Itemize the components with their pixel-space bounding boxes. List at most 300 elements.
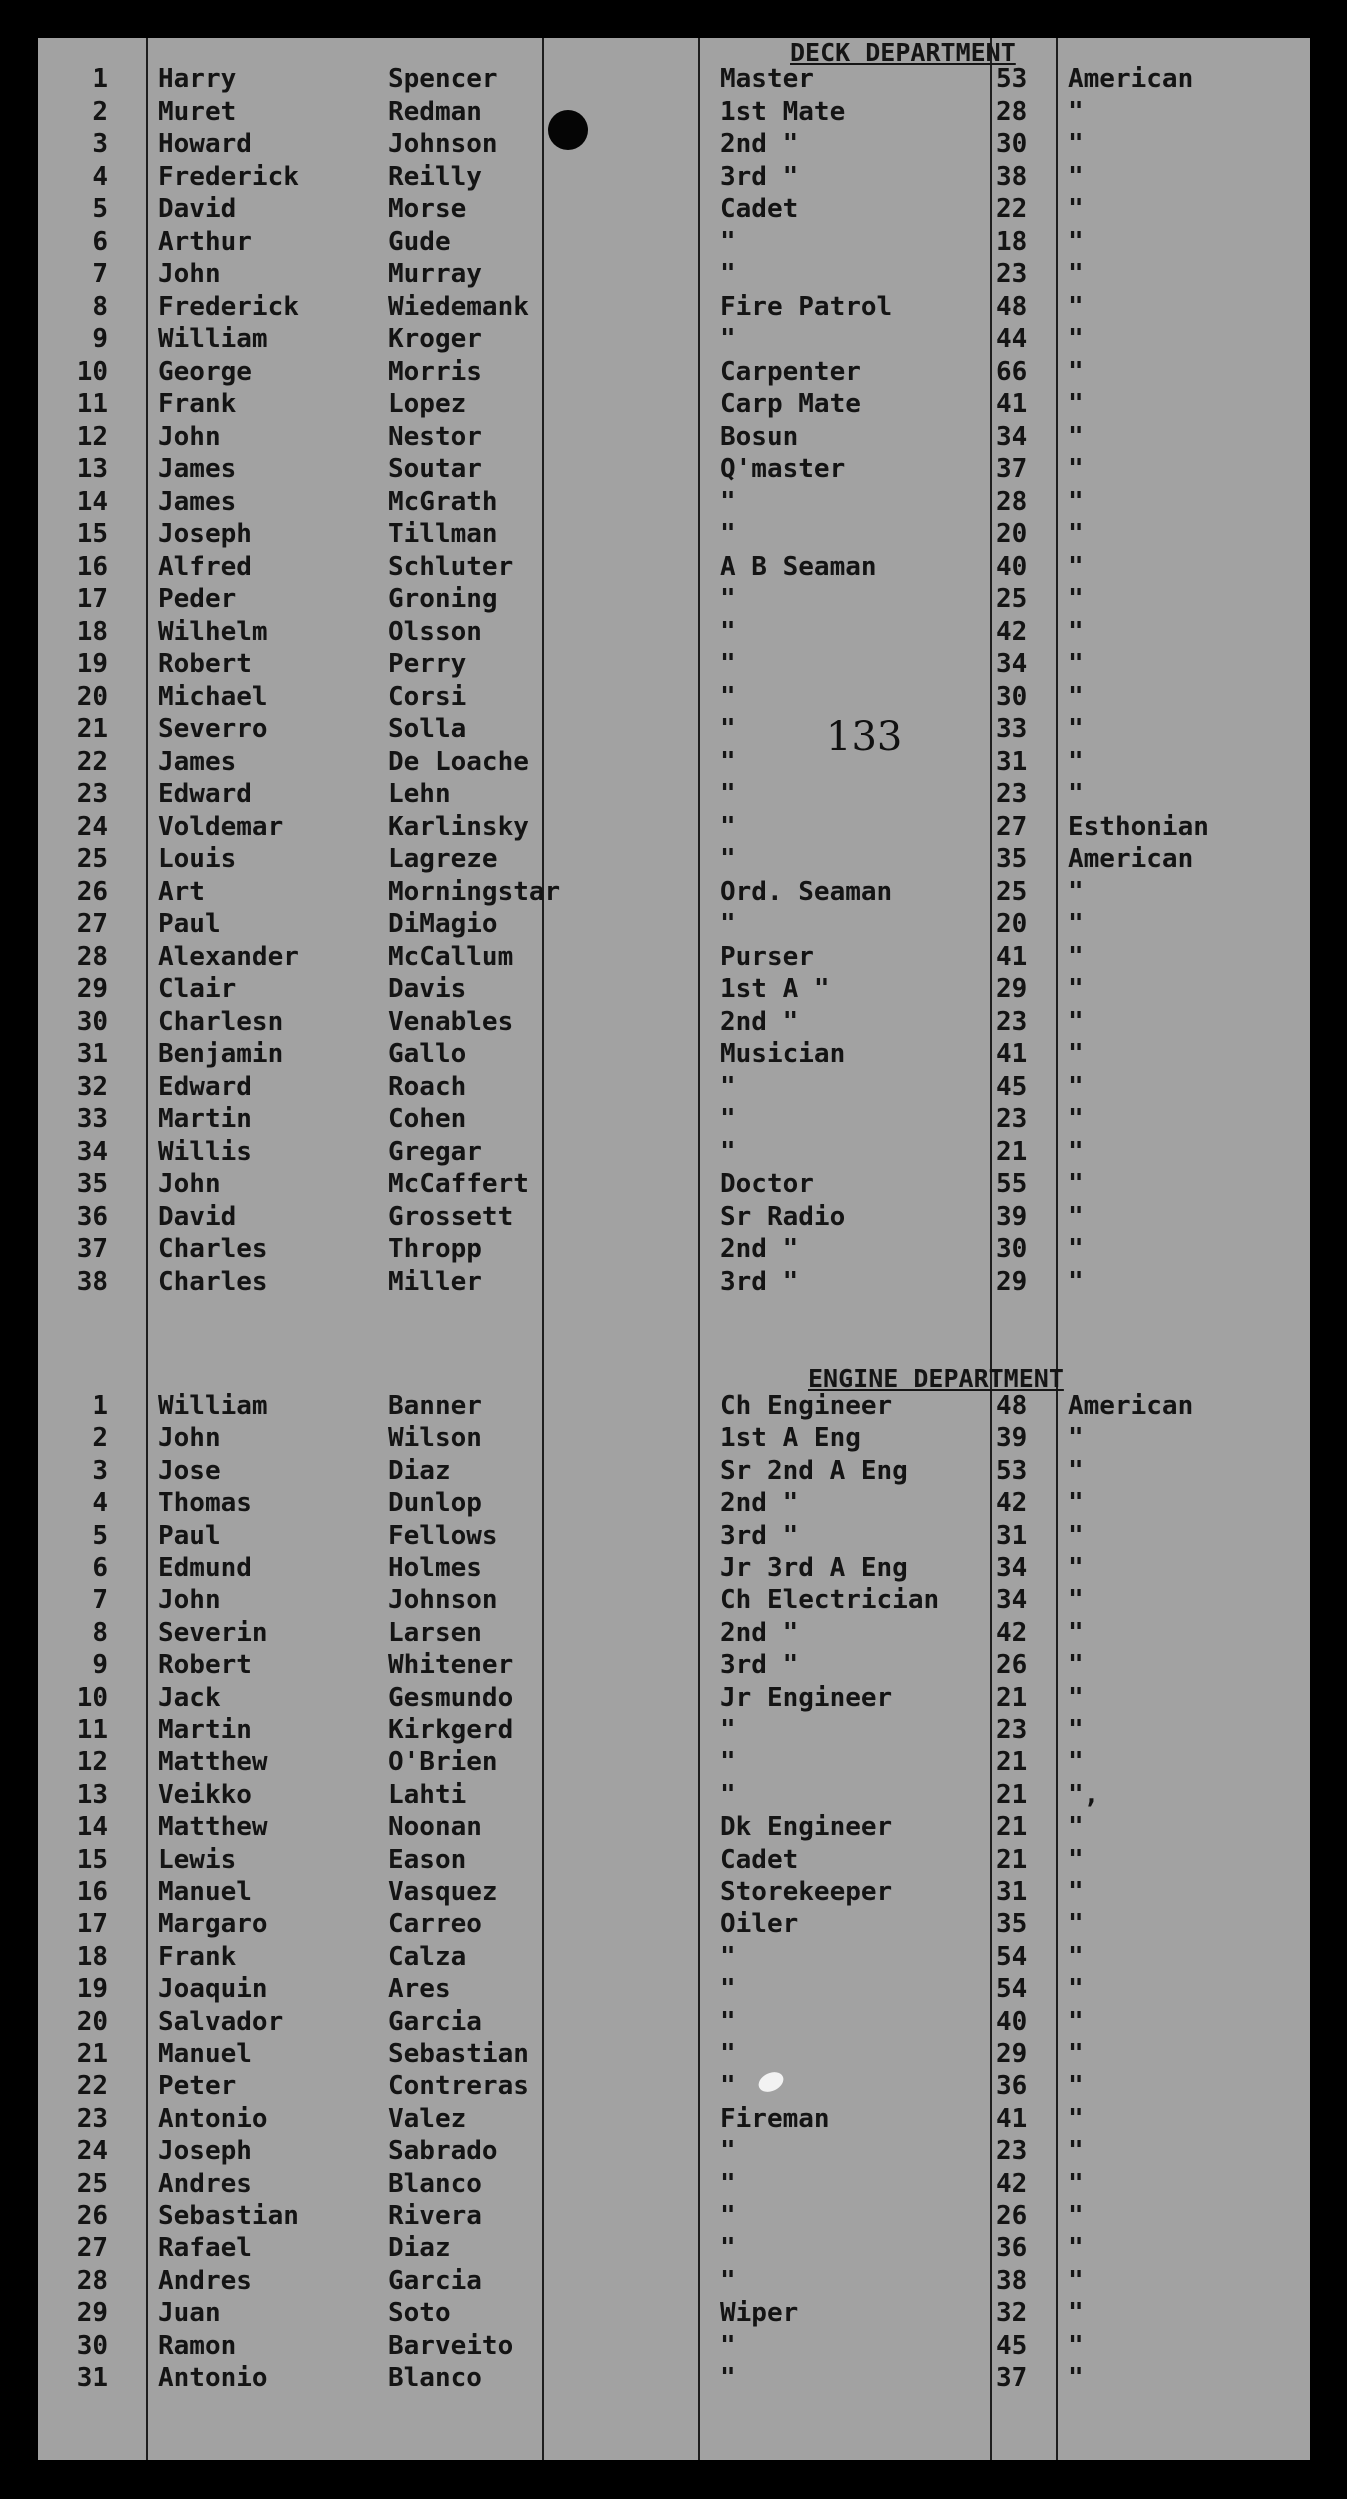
crew-rank: " [720,2363,736,2393]
crew-last: Reilly [388,161,482,192]
crew-age: 36 [996,2233,1028,2264]
crew-last: Noonan [388,1812,482,1843]
crew-no: 8 [92,291,108,322]
crew-row [38,1168,1310,1200]
crew-row [38,583,1310,615]
crew-no: 20 [76,2006,108,2037]
crew-age: 21 [996,1812,1028,1843]
crew-age: 20 [996,519,1028,549]
crew-row [38,2362,1310,2394]
crew-no: 5 [92,1520,108,1551]
crew-row [38,2168,1310,2200]
crew-age: 66 [996,356,1028,387]
crew-row [38,1201,1310,1233]
crew-last: McGrath [388,486,498,517]
crew-row [38,291,1310,323]
crew-no: 22 [76,2071,108,2102]
crew-row [38,1844,1310,1876]
crew-row [38,1038,1310,1070]
crew-first: Charlesn [158,1006,284,1037]
crew-first: Jose [158,1455,221,1486]
crew-first: Joseph [158,2136,252,2167]
crew-last: Groning [388,584,498,614]
crew-age: 21 [996,1747,1028,1778]
crew-age: 41 [996,1039,1028,1069]
crew-age: 34 [996,1585,1028,1616]
crew-last: Olsson [388,616,482,647]
crew-last: Spencer [388,64,498,94]
crew-first: David [158,1201,237,1232]
crew-rank: " [720,1136,736,1167]
crew-first: Ramon [158,2330,237,2361]
crew-age: 23 [996,1715,1028,1745]
crew-last: Lahti [388,1779,467,1810]
crew-row [38,421,1310,453]
crew-nat: " [1068,649,1084,679]
crew-age: 53 [996,1455,1028,1486]
crew-row [38,1779,1310,1811]
crew-first: Frederick [158,291,299,322]
crew-nat: " [1068,2168,1084,2199]
crew-first: Art [158,876,205,907]
crew-first: George [158,356,252,387]
crew-rank: " [720,681,736,712]
crew-no: 38 [76,1266,108,1297]
crew-first: Martin [158,1104,252,1134]
crew-row [38,2006,1310,2038]
crew-row [38,1941,1310,1973]
crew-last: Morse [388,194,467,224]
crew-row [38,128,1310,160]
crew-last: Soto [388,2298,451,2329]
crew-age: 45 [996,1071,1028,1102]
crew-no: 19 [76,1974,108,2005]
crew-row [38,713,1310,745]
crew-age: 32 [996,2298,1028,2329]
crew-first: John [158,259,221,289]
crew-row [38,1973,1310,2005]
crew-age: 38 [996,2265,1028,2296]
crew-age: 28 [996,96,1028,127]
crew-nat: " [1068,584,1084,614]
crew-rank: Dk Engineer [720,1812,893,1843]
crew-nat: " [1068,1747,1084,1778]
crew-rank: " [720,2265,736,2296]
crew-row [38,1682,1310,1714]
crew-nat: " [1068,1104,1084,1134]
crew-no: 26 [76,876,108,907]
crew-nat: " [1068,2298,1084,2329]
crew-rank: " [720,714,736,744]
crew-last: Garcia [388,2265,482,2296]
crew-nat: " [1068,1266,1084,1297]
crew-nat: " [1068,1136,1084,1167]
crew-no: 6 [92,1553,108,1583]
crew-first: Juan [158,2298,221,2329]
crew-rank: " [720,259,736,289]
crew-last: Gregar [388,1136,482,1167]
crew-last: Holmes [388,1553,482,1583]
crew-row [38,1233,1310,1265]
crew-nat: " [1068,2363,1084,2393]
crew-no: 2 [92,1423,108,1454]
crew-age: 40 [996,551,1028,582]
crew-age: 30 [996,681,1028,712]
crew-age: 41 [996,389,1028,419]
crew-nat: American [1068,844,1194,874]
crew-row [38,648,1310,680]
crew-age: 26 [996,2201,1028,2231]
crew-row [38,1422,1310,1454]
crew-age: 30 [996,1234,1028,1264]
crew-row [38,681,1310,713]
crew-rank: 3rd " [720,1650,799,1681]
crew-rank: " [720,1747,736,1778]
crew-row [38,941,1310,973]
crew-first: Howard [158,129,252,159]
crew-row [38,1390,1310,1422]
crew-rank: 2nd " [720,1617,799,1648]
crew-nat: " [1068,1071,1084,1102]
crew-no: 15 [76,519,108,549]
crew-rank: " [720,519,736,549]
crew-rank: 2nd " [720,1488,799,1519]
crew-row [38,453,1310,485]
crew-nat: " [1068,1423,1084,1454]
crew-nat: " [1068,2201,1084,2231]
crew-rank: Carpenter [720,356,861,387]
crew-age: 44 [996,324,1028,354]
crew-nat: " [1068,876,1084,907]
crew-row [38,1876,1310,1908]
crew-nat: " [1068,421,1084,452]
crew-row [38,2038,1310,2070]
crew-nat: " [1068,779,1084,809]
crew-nat: " [1068,2039,1084,2069]
crew-first: William [158,1391,268,1421]
crew-nat: " [1068,194,1084,224]
crew-row [38,1071,1310,1103]
crew-no: 31 [76,1039,108,1069]
crew-last: Morris [388,356,482,387]
crew-nat: American [1068,1391,1194,1421]
crew-first: Arthur [158,226,252,257]
crew-rank: Q'master [720,454,846,484]
crew-last: Schluter [388,551,514,582]
crew-rank: Ch Engineer [720,1391,893,1421]
crew-row [38,876,1310,908]
crew-row [38,1584,1310,1616]
crew-row [38,2265,1310,2297]
crew-nat: " [1068,1585,1084,1616]
crew-rank: " [720,2201,736,2231]
crew-age: 23 [996,2136,1028,2167]
crew-age: 34 [996,421,1028,452]
crew-age: 26 [996,1650,1028,1681]
crew-rank: Carp Mate [720,389,861,419]
crew-age: 35 [996,844,1028,874]
crew-last: Larsen [388,1617,482,1648]
crew-rank: " [720,909,736,939]
crew-first: Joseph [158,519,252,549]
crew-first: Paul [158,1520,221,1551]
crew-last: Vasquez [388,1877,498,1907]
crew-age: 37 [996,454,1028,484]
crew-row [38,1714,1310,1746]
crew-first: John [158,421,221,452]
crew-age: 42 [996,616,1028,647]
crew-last: McCallum [388,941,514,972]
crew-rank: A B Seaman [720,551,877,582]
crew-no: 13 [76,1779,108,1810]
crew-first: Peter [158,2071,237,2102]
crew-first: Muret [158,96,237,127]
crew-no: 36 [76,1201,108,1232]
crew-first: Alexander [158,941,299,972]
crew-nat: " [1068,2233,1084,2264]
crew-last: Valez [388,2103,467,2134]
crew-nat: " [1068,746,1084,777]
crew-rank: " [720,844,736,874]
crew-row [38,1811,1310,1843]
crew-no: 17 [76,584,108,614]
crew-no: 3 [92,129,108,159]
crew-rank: Purser [720,941,814,972]
crew-row [38,486,1310,518]
crew-first: Clair [158,974,237,1004]
crew-nat: " [1068,2330,1084,2361]
crew-nat: " [1068,1941,1084,1972]
crew-no: 35 [76,1169,108,1199]
crew-age: 41 [996,2103,1028,2134]
crew-first: Benjamin [158,1039,284,1069]
crew-first: James [158,454,237,484]
crew-nat: American [1068,64,1194,94]
crew-no: 13 [76,454,108,484]
crew-no: 25 [76,2168,108,2199]
crew-age: 22 [996,194,1028,224]
crew-last: Eason [388,1844,467,1875]
crew-first: Martin [158,1715,252,1745]
crew-rank: " [720,324,736,354]
crew-rank: 2nd " [720,129,799,159]
crew-age: 29 [996,1266,1028,1297]
crew-rank: Master [720,64,814,94]
crew-nat: " [1068,941,1084,972]
crew-first: Jack [158,1682,221,1713]
crew-rank: " [720,2233,736,2264]
crew-last: Diaz [388,1455,451,1486]
crew-no: 28 [76,941,108,972]
crew-age: 54 [996,1941,1028,1972]
crew-rank: Bosun [720,421,799,452]
crew-rank: " [720,779,736,809]
crew-last: Blanco [388,2168,482,2199]
crew-rank: " [720,811,736,842]
crew-no: 24 [76,811,108,842]
crew-rank: 1st A " [720,974,830,1004]
crew-last: Cohen [388,1104,467,1134]
crew-rank: 3rd " [720,161,799,192]
crew-rank: " [720,1974,736,2005]
crew-last: Grossett [388,1201,514,1232]
crew-age: 21 [996,1682,1028,1713]
crew-rank: 2nd " [720,1006,799,1037]
crew-nat: " [1068,1617,1084,1648]
crew-first: Wilhelm [158,616,268,647]
crew-nat: " [1068,974,1084,1004]
crew-first: Andres [158,2265,252,2296]
crew-first: Michael [158,681,268,712]
crew-no: 1 [92,64,108,94]
crew-no: 29 [76,974,108,1004]
crew-no: 33 [76,1104,108,1134]
crew-last: Tillman [388,519,498,549]
crew-last: Soutar [388,454,482,484]
crew-no: 27 [76,909,108,939]
crew-last: Ares [388,1974,451,2005]
crew-no: 22 [76,746,108,777]
crew-row [38,193,1310,225]
crew-age: 21 [996,1779,1028,1810]
crew-no: 7 [92,259,108,289]
crew-first: Matthew [158,1812,268,1843]
crew-nat: " [1068,1909,1084,1940]
crew-rank: Ord. Seaman [720,876,893,907]
crew-nat: " [1068,909,1084,939]
crew-no: 23 [76,2103,108,2134]
crew-last: Solla [388,714,467,744]
crew-last: Morningstar [388,876,561,907]
crew-nat: " [1068,486,1084,517]
crew-first: John [158,1585,221,1616]
crew-rank: Fireman [720,2103,830,2134]
crew-rank: Sr Radio [720,1201,846,1232]
crew-first: Edward [158,779,252,809]
crew-no: 28 [76,2265,108,2296]
crew-first: Harry [158,64,237,94]
crew-first: Edmund [158,1553,252,1583]
crew-row [38,1746,1310,1778]
crew-row [38,356,1310,388]
crew-nat: " [1068,96,1084,127]
crew-age: 23 [996,1104,1028,1134]
crew-rank: Wiper [720,2298,799,2329]
crew-row [38,1006,1310,1038]
crew-row [38,63,1310,95]
crew-age: 25 [996,876,1028,907]
crew-age: 36 [996,2071,1028,2102]
crew-row [38,96,1310,128]
crew-nat: " [1068,1201,1084,1232]
crew-nat: " [1068,2071,1084,2102]
crew-last: Calza [388,1941,467,1972]
crew-last: Johnson [388,129,498,159]
manifest-sheet [38,38,1310,2460]
crew-nat: " [1068,324,1084,354]
crew-last: Barveito [388,2330,514,2361]
crew-row [38,2330,1310,2362]
crew-no: 16 [76,1877,108,1907]
crew-last: Contreras [388,2071,529,2102]
crew-rank: " [720,2168,736,2199]
crew-nat: " [1068,1455,1084,1486]
crew-last: Murray [388,259,482,289]
crew-first: Willis [158,1136,252,1167]
crew-no: 27 [76,2233,108,2264]
crew-rank: " [720,1071,736,1102]
crew-first: Frank [158,1941,237,1972]
crew-rank: " [720,2006,736,2037]
crew-no: 18 [76,616,108,647]
crew-no: 7 [92,1585,108,1616]
crew-last: Lehn [388,779,451,809]
crew-nat: " [1068,1682,1084,1713]
crew-first: Peder [158,584,237,614]
page-number: 133 [826,714,903,760]
crew-nat: " [1068,616,1084,647]
crew-age: 42 [996,2168,1028,2199]
crew-last: De Loache [388,746,529,777]
crew-no: 19 [76,649,108,679]
crew-age: 40 [996,2006,1028,2037]
crew-rank: Storekeeper [720,1877,893,1907]
crew-rank: Ch Electrician [720,1585,940,1616]
crew-nat: " [1068,1844,1084,1875]
crew-nat: " [1068,1553,1084,1583]
crew-row [38,1136,1310,1168]
crew-age: 21 [996,1844,1028,1875]
crew-first: Frank [158,389,237,419]
crew-no: 24 [76,2136,108,2167]
crew-nat: " [1068,1039,1084,1069]
crew-last: Dunlop [388,1488,482,1519]
crew-age: 37 [996,2363,1028,2393]
crew-no: 21 [76,714,108,744]
crew-nat: " [1068,1234,1084,1264]
crew-row [38,258,1310,290]
crew-nat: " [1068,1169,1084,1199]
crew-no: 6 [92,226,108,257]
crew-nat: " [1068,291,1084,322]
crew-rank: " [720,1779,736,1810]
crew-first: Rafael [158,2233,252,2264]
crew-no: 14 [76,1812,108,1843]
crew-rank: " [720,616,736,647]
crew-last: Redman [388,96,482,127]
crew-no: 29 [76,2298,108,2329]
crew-rank: " [720,1104,736,1134]
crew-nat: " [1068,226,1084,257]
crew-no: 4 [92,161,108,192]
crew-age: 18 [996,226,1028,257]
crew-last: Banner [388,1391,482,1421]
crew-no: 26 [76,2201,108,2231]
crew-nat: " [1068,681,1084,712]
crew-rank: " [720,2039,736,2069]
crew-rank: 3rd " [720,1266,799,1297]
crew-nat: " [1068,259,1084,289]
crew-age: 29 [996,2039,1028,2069]
crew-first: William [158,324,268,354]
crew-rank: Oiler [720,1909,799,1940]
crew-rank: " [720,2330,736,2361]
crew-row [38,323,1310,355]
crew-row [38,161,1310,193]
crew-row [38,518,1310,550]
crew-last: McCaffert [388,1169,529,1199]
crew-first: Severin [158,1617,268,1648]
